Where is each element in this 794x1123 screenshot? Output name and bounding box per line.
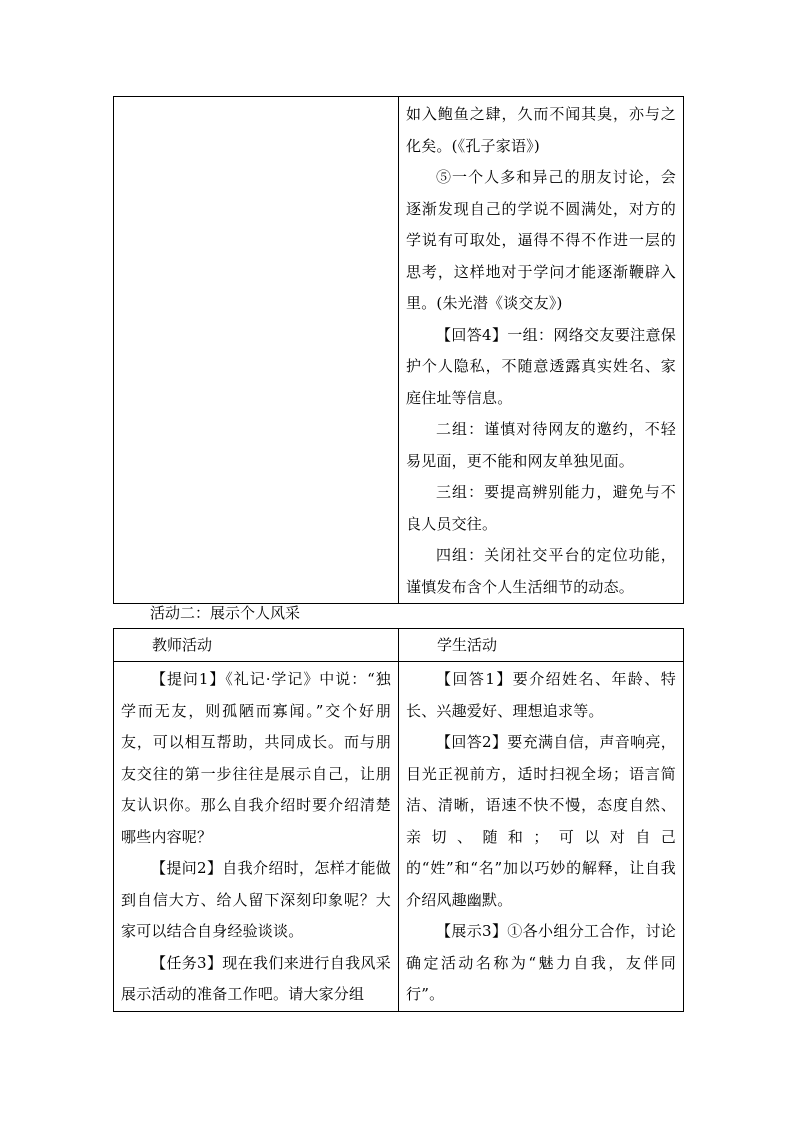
header-student-label: 学生活动 [437,636,498,654]
header-student-activity [399,629,684,662]
teacher-activity-cell [114,662,399,1012]
teacher-cell-empty [114,97,399,604]
student-show-3: 【展示3】①各小组分工合作，讨论确定活动名称为“魅力自我，友伴同行”。 [406,922,676,1003]
quote-kongzi-jiayu: 如入鲍鱼之肆，久而不闻其臭，亦与之化矣。(《孔子家语》) [406,105,676,155]
quote-zhu-guangqian: ⑤一个人多和异己的朋友讨论，会逐渐发现自己的学说不圆满处，对方的学说有可取处，逼得不得不作进一层的思考，这样地对于学问才能逐渐鞭辟入里。(朱光潜《谈交友》) [406,168,676,312]
teacher-question-1: 【提问1】《礼记·学记》中说：“独学而无友，则孤陋而寡闻。”交个好朋友，可以相互帮助，共同成长。而与朋友交往的第一步往往是展示自己，让朋友认识你。那么自我介绍时要介绍清楚哪些内容呢？ [121,670,391,846]
student-activity-cell [399,662,684,1012]
activity2-title: 活动二：展示个人风采 [150,604,301,622]
activity1-table-continued [113,96,684,604]
answer-4-group-2: 二组：谨慎对待网友的邀约，不轻易见面，更不能和网友单独见面。 [406,420,676,470]
header-teacher-activity [114,629,399,662]
answer-4-group-3: 三组：要提高辨别能力，避免与不良人员交往。 [406,483,676,533]
student-cell [399,97,684,604]
activity2-table [113,628,684,1012]
teacher-question-2: 【提问2】自我介绍时，怎样才能做到自信大方、给人留下深刻印象呢？大家可以结合自身经验谈谈。 [121,859,391,940]
teacher-task-3: 【任务3】现在我们来进行自我风采展示活动的准备工作吧。请大家分组 [121,953,391,1003]
header-teacher-label: 教师活动 [152,636,213,654]
student-answer-1: 【回答1】要介绍姓名、年龄、特长、兴趣爱好、理想追求等。 [406,670,676,720]
teacher-cell-text [114,97,398,99]
answer-4-group-1: 【回答4】一组：网络交友要注意保护个人隐私，不随意透露真实姓名、家庭住址等信息。 [406,325,676,407]
student-answer-2: 【回答2】要充满自信，声音响亮，目光正视前方，适时扫视全场；语言简洁、清晰，语速不快不慢，态度自然、亲切、随和；可以对自己的“姓”和“名”加以巧妙的解释，让自我介绍风趣幽默。 [406,733,676,909]
answer-4-group-4: 四组：关闭社交平台的定位功能，谨慎发布含个人生活细节的动态。 [406,546,676,596]
